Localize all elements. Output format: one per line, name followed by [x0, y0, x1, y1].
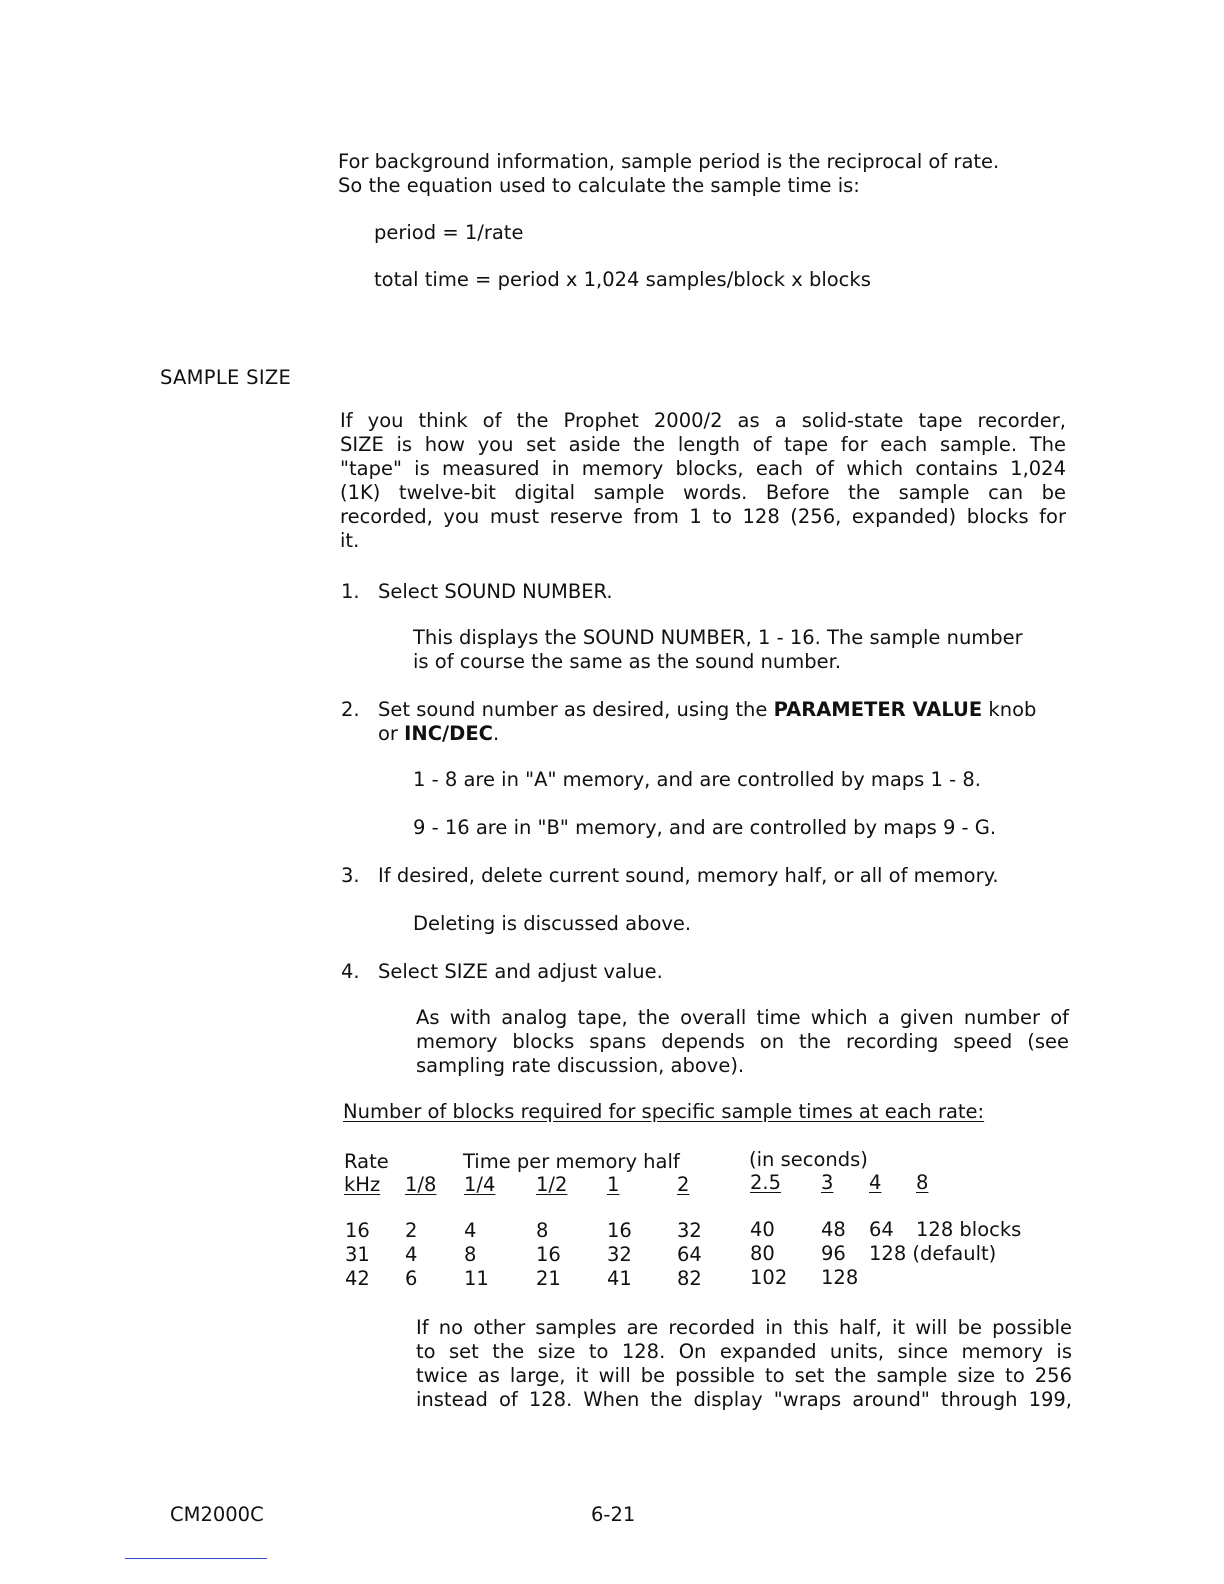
step-title — [378, 698, 1036, 722]
table-cell: 16 — [536, 1243, 561, 1266]
step-title: Select SIZE and adjust value. — [378, 960, 663, 983]
paragraph-line: instead of 128. When the display "wraps around" through 199, — [416, 1388, 1072, 1411]
table-cell: 48 — [821, 1218, 846, 1241]
table-cell: 96 — [821, 1242, 846, 1265]
table-header-time-value: 2.5 — [750, 1171, 782, 1194]
step-note: Deleting is discussed above. — [413, 912, 692, 935]
table-header-time-value: 4 — [869, 1171, 882, 1194]
paragraph-line: If no other samples are recorded in this half, it will be possible — [416, 1316, 1072, 1339]
step-title-text: knob — [982, 698, 1037, 721]
table-cell: 8 — [464, 1243, 477, 1266]
step-note: This displays the SOUND NUMBER, 1 - 16. The sample number — [413, 626, 1023, 649]
table-cell: 102 — [750, 1266, 788, 1289]
paragraph-line: to set the size to 128. On expanded units, since memory is — [416, 1340, 1072, 1363]
table-header-time-value: 2 — [677, 1173, 690, 1196]
step-title: Select SOUND NUMBER. — [378, 580, 613, 603]
table-cell: 32 — [677, 1219, 702, 1242]
equation-total-time: total time = period x 1,024 samples/block x blocks — [374, 268, 871, 291]
step-title-line-2 — [378, 722, 499, 746]
table-cell: 128 (default) — [869, 1242, 997, 1265]
table-cell: 64 — [869, 1218, 894, 1241]
step-title-bold: INC/DEC — [404, 722, 493, 745]
table-cell: 6 — [405, 1267, 418, 1290]
step-number: 3. — [341, 864, 360, 887]
paragraph-line: it. — [340, 529, 360, 552]
step-note: 9 - 16 are in "B" memory, and are controlled by maps 9 - G. — [413, 816, 997, 839]
paragraph-line: recorded, you must reserve from 1 to 128 (256, expanded) blocks for — [340, 505, 1066, 528]
equation-period: period = 1/rate — [374, 221, 524, 244]
table-cell: 32 — [607, 1243, 632, 1266]
table-cell: 21 — [536, 1267, 561, 1290]
table-header-time-value: 8 — [916, 1171, 929, 1194]
table-cell: 64 — [677, 1243, 702, 1266]
table-cell: 128 — [821, 1266, 859, 1289]
step-number: 4. — [341, 960, 360, 983]
table-cell: 8 — [536, 1219, 549, 1242]
step-note-block — [416, 1006, 1069, 1078]
table-cell-rate: 16 — [345, 1219, 370, 1242]
table-header-time-value: 1 — [607, 1173, 620, 1196]
paragraph-line: "tape" is measured in memory blocks, each of which contains 1,024 — [340, 457, 1066, 480]
table-caption: Number of blocks required for specific sample times at each rate: — [343, 1100, 985, 1123]
table-header-time-value: 1/4 — [464, 1173, 496, 1196]
table-cell: 80 — [750, 1242, 775, 1265]
step-title-text: . — [492, 722, 500, 745]
table-header-khz: kHz — [344, 1173, 381, 1196]
footer-rule — [125, 1558, 267, 1559]
step-note: is of course the same as the sound number. — [413, 650, 842, 673]
step-number: 2. — [341, 698, 360, 721]
step-note: As with analog tape, the overall time which a given number of — [416, 1006, 1069, 1029]
intro-line-2: So the equation used to calculate the sample time is: — [338, 174, 860, 197]
table-cell: 11 — [464, 1267, 489, 1290]
step-title: If desired, delete current sound, memory half, or all of memory. — [378, 864, 999, 887]
table-cell: 4 — [405, 1243, 418, 1266]
step-title-text: or — [378, 722, 405, 745]
table-header-time-value: 3 — [821, 1171, 834, 1194]
table-cell: 82 — [677, 1267, 702, 1290]
footer-page-number: 6-21 — [591, 1503, 636, 1526]
intro-line-1: For background information, sample period is the reciprocal of rate. — [338, 150, 1000, 173]
paragraph-line: If you think of the Prophet 2000/2 as a solid-state tape recorder, — [340, 409, 1066, 432]
table-cell: 128 blocks — [916, 1218, 1022, 1241]
paragraph-line: (1K) twelve-bit digital sample words. Before the sample can be — [340, 481, 1066, 504]
table-cell: 16 — [607, 1219, 632, 1242]
step-note: memory blocks spans depends on the recording speed (see — [416, 1030, 1069, 1053]
table-header-time: Time per memory half — [463, 1150, 680, 1173]
step-note: 1 - 8 are in "A" memory, and are controlled by maps 1 - 8. — [413, 768, 981, 791]
table-header-time-value: 1/2 — [536, 1173, 568, 1196]
size-paragraph — [340, 409, 1066, 553]
paragraph-line: twice as large, it will be possible to set the sample size to 256 — [416, 1364, 1072, 1387]
table-cell: 41 — [607, 1267, 632, 1290]
table-header-rate: Rate — [344, 1150, 389, 1173]
footer-doc-code: CM2000C — [170, 1503, 264, 1526]
step-note: sampling rate discussion, above). — [416, 1054, 745, 1077]
section-heading: SAMPLE SIZE — [160, 366, 292, 389]
table-cell-rate: 42 — [345, 1267, 370, 1290]
step-title-bold: PARAMETER VALUE — [773, 698, 983, 721]
paragraph-line: SIZE is how you set aside the length of tape for each sample. The — [340, 433, 1066, 456]
table-cell: 2 — [405, 1219, 418, 1242]
table-cell: 4 — [464, 1219, 477, 1242]
table-header-unit: (in seconds) — [749, 1148, 868, 1171]
table-header-time-value: 1/8 — [405, 1173, 437, 1196]
step-number: 1. — [341, 580, 360, 603]
table-cell: 40 — [750, 1218, 775, 1241]
closing-paragraph — [416, 1316, 1072, 1412]
table-cell-rate: 31 — [345, 1243, 370, 1266]
step-title-text: Set sound number as desired, using the — [378, 698, 774, 721]
